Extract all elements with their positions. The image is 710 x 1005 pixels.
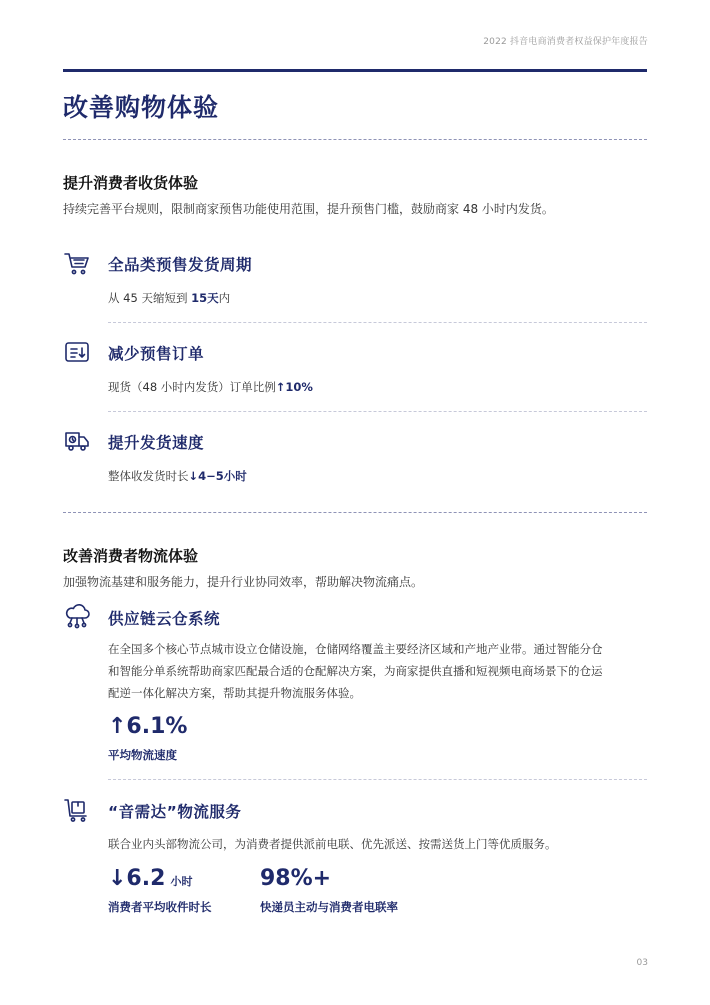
highlight-value: ↑10% bbox=[275, 380, 313, 394]
stat-value: 98%+ bbox=[260, 866, 332, 891]
package-cart-icon bbox=[63, 796, 91, 824]
section-heading-delivery: 提升消费者收货体验 bbox=[63, 174, 199, 192]
delivery-truck-icon bbox=[63, 427, 91, 455]
highlight-value: 15天 bbox=[191, 291, 219, 305]
item-title-yinxuda: “音需达”物流服务 bbox=[108, 803, 242, 821]
stat-courier-call-rate-label: 快递员主动与消费者电联率 bbox=[260, 900, 398, 914]
item-title-reduce-presale: 减少预售订单 bbox=[108, 345, 205, 363]
item-desc-reduce-presale: 现货（48 小时内发货）订单比例↑10% bbox=[108, 380, 313, 394]
section-lead-delivery: 持续完善平台规则，限制商家预售功能使用范围，提升预售门槛，鼓励商家 48 小时内发货。 bbox=[63, 202, 554, 216]
order-list-icon bbox=[63, 338, 91, 366]
item-desc-yinxuda: 联合业内头部物流公司，为消费者提供派前电联、优先派送、按需送货上门等优质服务。 bbox=[108, 837, 557, 851]
section-divider bbox=[63, 139, 647, 140]
top-divider bbox=[63, 69, 647, 72]
item-divider bbox=[108, 411, 647, 412]
item-title-shipping-speed: 提升发货速度 bbox=[108, 434, 205, 452]
stat-delivery-time bbox=[108, 866, 193, 891]
page-title: 改善购物体验 bbox=[63, 93, 220, 122]
item-title-cloud-warehouse: 供应链云仓系统 bbox=[108, 610, 221, 628]
report-header-title: 2022 抖音电商消费者权益保护年度报告 bbox=[483, 37, 648, 47]
item-divider bbox=[108, 779, 647, 780]
stat-courier-call-rate bbox=[260, 866, 331, 891]
item-desc-shipping-speed: 整体收发货时长↓4−5小时 bbox=[108, 469, 247, 483]
item-desc-presale-cycle: 从 45 天缩短到 15天内 bbox=[108, 291, 231, 305]
page-number: 03 bbox=[636, 958, 648, 968]
stat-unit: 小时 bbox=[170, 875, 193, 888]
stat-logistics-speed-value: ↑6.1% bbox=[108, 714, 188, 739]
item-divider bbox=[108, 322, 647, 323]
cart-icon bbox=[63, 249, 91, 277]
item-title-presale-cycle: 全品类预售发货周期 bbox=[108, 256, 253, 274]
section-divider bbox=[63, 512, 647, 513]
cloud-warehouse-paragraph: 在全国多个核心节点城市设立仓储设施，仓储网络覆盖主要经济区域和产地产业带。通过智能分仓 和智能分单系统帮助商家匹配最合适的仓配解决方案，为商家提供直播和短视频电商场景下的仓运 配逆一体化解决方案，帮助其提升物流服务体验。 bbox=[108, 642, 603, 700]
highlight-value: ↓4−5小时 bbox=[188, 469, 247, 483]
cloud-network-icon bbox=[63, 602, 91, 630]
section-lead-logistics: 加强物流基建和服务能力，提升行业协同效率，帮助解决物流痛点。 bbox=[63, 575, 424, 589]
stat-value: ↓6.2 bbox=[108, 866, 166, 891]
section-heading-logistics: 改善消费者物流体验 bbox=[63, 547, 199, 565]
stat-delivery-time-label: 消费者平均收件时长 bbox=[108, 900, 212, 914]
stat-logistics-speed-label: 平均物流速度 bbox=[108, 748, 177, 762]
